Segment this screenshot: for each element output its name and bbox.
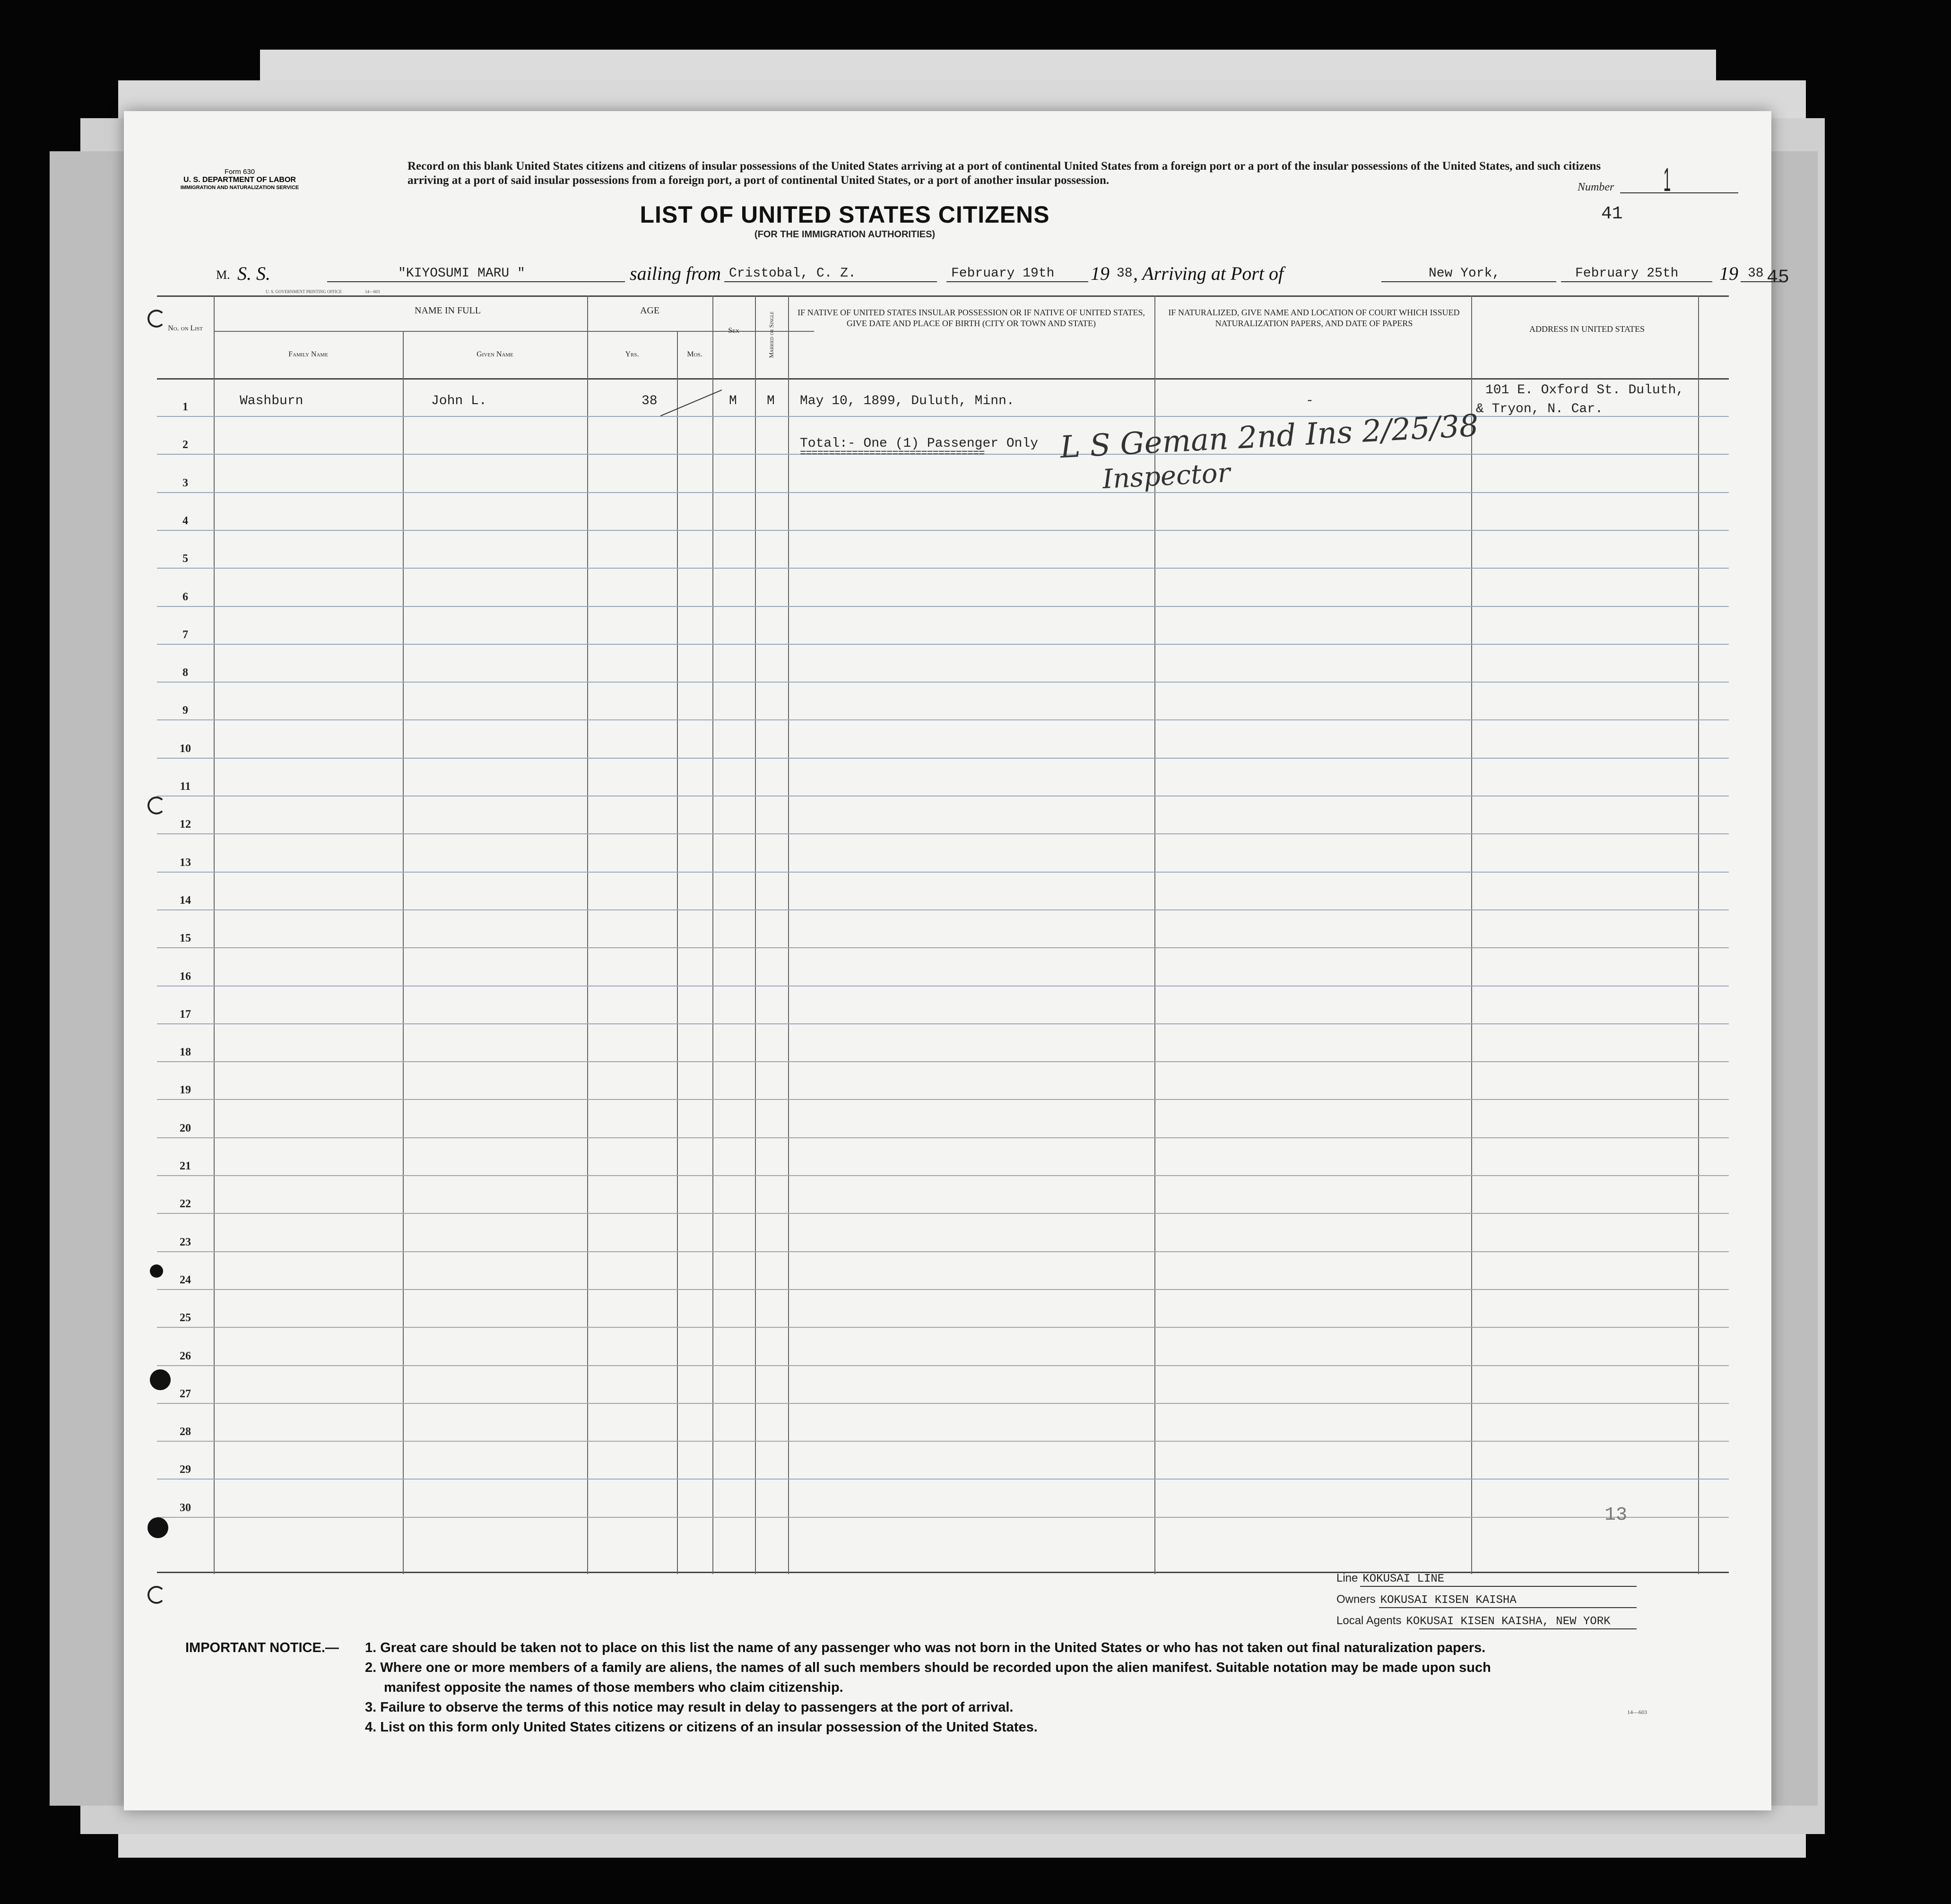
departure-port-underline <box>724 281 937 282</box>
row-rule <box>157 606 1729 607</box>
line-value: KOKUSAI LINE <box>1362 1573 1445 1585</box>
departure-port: Cristobal, C. Z. <box>729 266 856 281</box>
form-instructions: Record on this blank United States citizens and citizens of insular possessions of the United States arriving at a port of continental United States from a foreign port or a port of the insular possessions of the United States, and such citizens arriving at a port of said insular possessions from a foreign port, a port of continental United States, or a port of another insular possession. <box>408 160 1601 187</box>
header-yrs: Yrs. <box>625 350 639 358</box>
row-number: 29 <box>180 1463 191 1476</box>
header-age: AGE <box>640 305 660 316</box>
owners-label: Owners <box>1336 1593 1376 1606</box>
table-top-border <box>157 295 1729 297</box>
row-number: 24 <box>180 1273 191 1286</box>
header-sex: Sex <box>728 327 739 335</box>
total-underline: ================================ <box>800 448 985 459</box>
column-divider <box>1471 295 1472 1574</box>
column-divider <box>788 295 789 1574</box>
departure-date-underline <box>946 281 1088 282</box>
row-rule <box>157 682 1729 683</box>
row-number: 3 <box>182 476 188 489</box>
arrival-port-underline <box>1381 281 1556 282</box>
binding-ring <box>147 796 165 814</box>
row-rule <box>157 909 1729 910</box>
header-name-in-full: NAME IN FULL <box>415 305 481 316</box>
row-rule <box>157 1023 1729 1024</box>
row-number: 6 <box>182 590 188 603</box>
row-number: 9 <box>182 704 188 717</box>
header-family-name: Family Name <box>288 350 328 358</box>
inspector-title: Inspector <box>1101 457 1231 495</box>
form-identifier <box>178 168 301 190</box>
row-rule <box>157 568 1729 569</box>
row-number: 30 <box>180 1501 191 1514</box>
service-name: IMMIGRATION AND NATURALIZATION SERVICE <box>180 184 299 190</box>
edge-number: 45 <box>1767 267 1790 288</box>
binding-ring <box>147 1586 165 1604</box>
row-rule <box>157 947 1729 948</box>
line-label: Line <box>1336 1572 1358 1584</box>
arrival-date: February 25th <box>1575 266 1679 281</box>
column-divider <box>403 331 404 1574</box>
row-rule <box>157 1213 1729 1214</box>
row-rule <box>157 833 1729 834</box>
citizens-list-form <box>124 111 1790 1810</box>
row-rule <box>157 986 1729 987</box>
row-number: 20 <box>180 1122 191 1134</box>
header-native-birth: IF NATIVE OF UNITED STATES INSULAR POSSESSION OR IF NATIVE OF UNITED STATES, GIVE DATE AND PLACE OF BIRTH (CITY OR TOWN AND STATE) <box>798 308 1145 328</box>
header-mos: Mos. <box>687 350 702 358</box>
departure-year: 38 <box>1117 266 1133 281</box>
row-number: 16 <box>180 970 191 983</box>
form-number: Form 630 <box>224 168 255 176</box>
header-no-on-list: No. on List <box>168 324 203 332</box>
stamp-count: 13 <box>1604 1505 1628 1526</box>
inspector-signature: L S Geman 2nd Ins 2/25/38 <box>1059 408 1480 466</box>
passenger-table <box>157 289 1729 1574</box>
arriving-label: , Arriving at Port of <box>1133 263 1284 284</box>
row-rule <box>157 1441 1729 1442</box>
row-rule <box>157 1517 1729 1518</box>
column-divider <box>677 331 678 1574</box>
row-rule <box>157 530 1729 531</box>
page-number: 41 <box>1601 204 1623 224</box>
punch-hole <box>150 1369 171 1390</box>
vessel-prefix: M. <box>216 268 230 282</box>
departure-date: February 19th <box>951 266 1055 281</box>
row-number: 4 <box>182 514 188 527</box>
address-line2-cell: & Tryon, N. Car. <box>1476 402 1603 416</box>
row-number: 10 <box>180 742 191 755</box>
family-name-cell: Washburn <box>240 394 303 408</box>
arrival-port: New York, <box>1429 266 1500 281</box>
age-years-cell: 38 <box>642 394 658 408</box>
notice-item-3: 3. Failure to observe the terms of this notice may result in delay to passengers at the port of arrival. <box>365 1700 1014 1715</box>
row-rule <box>157 1251 1729 1252</box>
row-number: 19 <box>180 1084 191 1097</box>
column-divider <box>1698 295 1699 1574</box>
notice-item-1: 1. Great care should be taken not to place on this list the name of any passenger who was not born in the United States or who has not taken out final naturalization papers. <box>365 1640 1486 1655</box>
row-number: 7 <box>182 628 188 641</box>
row-number: 12 <box>180 818 191 831</box>
row-rule <box>157 1479 1729 1480</box>
row-rule <box>157 492 1729 493</box>
row-rule <box>157 758 1729 759</box>
punch-hole <box>150 1264 163 1278</box>
notice-item-4: 4. List on this form only United States citizens or citizens of an insular possession of the United States. <box>365 1720 1038 1735</box>
row-number: 14 <box>180 894 191 907</box>
row-rule <box>157 872 1729 873</box>
row-rule <box>157 719 1729 720</box>
list-number-value: 1 <box>1663 161 1671 198</box>
row-number: 26 <box>180 1350 191 1362</box>
column-divider <box>214 295 215 1574</box>
vessel-name: "KIYOSUMI MARU " <box>398 266 525 281</box>
row-number: 28 <box>180 1426 191 1438</box>
header-naturalized: IF NATURALIZED, GIVE NAME AND LOCATION OF COURT WHICH ISSUED NATURALIZATION PAPERS, AND DATE OF PAPERS <box>1168 308 1460 328</box>
footer-code: 14—603 <box>1627 1709 1647 1715</box>
page-title: LIST OF UNITED STATES CITIZENS <box>640 201 1050 228</box>
sailing-label: sailing from <box>630 263 721 284</box>
owners-value: KOKUSAI KISEN KAISHA <box>1380 1594 1517 1607</box>
table-bottom-border <box>157 1572 1729 1573</box>
total-line: Total:- One (1) Passenger Only <box>800 436 1039 451</box>
row-rule <box>157 1289 1729 1290</box>
page-subtitle: (FOR THE IMMIGRATION AUTHORITIES) <box>754 229 936 240</box>
department-name: U. S. DEPARTMENT OF LABOR <box>183 176 296 184</box>
local-agents-underline <box>1419 1628 1637 1629</box>
line-underline <box>1360 1586 1637 1587</box>
age-mark-slash <box>660 388 727 421</box>
column-divider <box>587 295 588 1574</box>
binding-ring <box>147 310 165 328</box>
row-number: 25 <box>180 1312 191 1324</box>
arrival-year-prefix: 19 <box>1719 263 1738 284</box>
birth-cell: May 10, 1899, Duluth, Minn. <box>800 394 1015 408</box>
column-divider <box>755 295 756 1574</box>
row-number: 5 <box>182 553 188 565</box>
address-line1-cell: 101 E. Oxford St. Duluth, <box>1485 383 1684 398</box>
departure-year-prefix: 19 <box>1091 263 1110 284</box>
row-number: 8 <box>182 666 188 679</box>
row-number: 15 <box>180 932 191 945</box>
local-agents-label: Local Agents <box>1336 1614 1402 1627</box>
row-number: 23 <box>180 1236 191 1248</box>
row-number: 1 <box>182 401 188 413</box>
row-number: 27 <box>180 1387 191 1400</box>
punch-hole <box>147 1517 168 1538</box>
column-divider <box>712 295 713 1574</box>
row-rule <box>157 644 1729 645</box>
row-rule <box>157 1327 1729 1328</box>
notice-item-2-continued: manifest opposite the names of those members who claim citizenship. <box>384 1680 843 1695</box>
row-number: 21 <box>180 1160 191 1172</box>
local-agents-row <box>1336 1614 1611 1628</box>
number-underline <box>1620 192 1738 193</box>
vessel-name-underline <box>327 281 625 282</box>
line-row <box>1336 1572 1444 1585</box>
row-number: 17 <box>180 1008 191 1021</box>
row-rule <box>157 1365 1729 1366</box>
header-given-name: Given Name <box>477 350 513 358</box>
printing-office: U. S. GOVERNMENT PRINTING OFFICE <box>266 289 342 294</box>
notice-heading: IMPORTANT NOTICE.— <box>185 1640 339 1655</box>
header-address: ADDRESS IN UNITED STATES <box>1529 324 1645 334</box>
row-number: 22 <box>180 1198 191 1211</box>
row-number: 13 <box>180 856 191 869</box>
row-number: 11 <box>180 780 191 793</box>
notice-item-2: 2. Where one or more members of a family are aliens, the names of all such members should be recorded upon the alien manifest. Suitable notation may be made upon such <box>365 1660 1491 1675</box>
owners-underline <box>1379 1607 1637 1608</box>
owners-row <box>1336 1593 1517 1607</box>
arrival-year: 38 <box>1748 266 1764 281</box>
row-rule <box>157 1137 1729 1138</box>
arrival-year-underline <box>1741 281 1783 282</box>
row-rule <box>157 1061 1729 1062</box>
row-rule <box>157 1175 1729 1176</box>
row-number: 2 <box>182 439 188 451</box>
naturalized-cell: - <box>1306 394 1314 408</box>
row-number: 18 <box>180 1046 191 1059</box>
sex-cell: M <box>729 394 737 408</box>
ss-label: S. S. <box>237 263 270 284</box>
number-label: Number <box>1578 181 1614 193</box>
header-married-single: Married or Single <box>767 311 775 358</box>
local-agents-value: KOKUSAI KISEN KAISHA, NEW YORK <box>1406 1615 1611 1628</box>
arrival-date-underline <box>1561 281 1712 282</box>
married-single-cell: M <box>767 394 775 408</box>
row-rule <box>157 1403 1729 1404</box>
vessel-line <box>199 262 1807 291</box>
header-bottom-border <box>157 378 1729 380</box>
row-rule <box>157 1099 1729 1100</box>
given-name-cell: John L. <box>431 394 487 408</box>
printing-code: 14—603 <box>365 289 380 294</box>
